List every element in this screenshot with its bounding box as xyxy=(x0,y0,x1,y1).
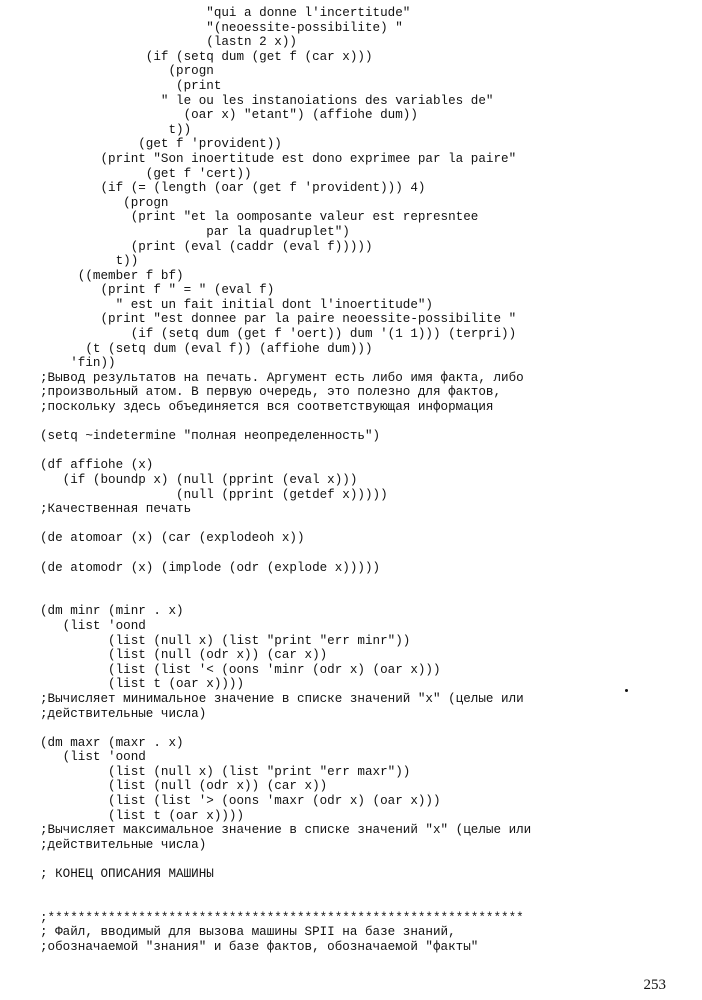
code-line: (if (= (length (oar (get f 'provident))) 4) xyxy=(40,181,426,196)
code-line: ;Качественная печать xyxy=(40,502,192,517)
code-line: (list (list '< (oons 'minr (odr x) (oar x))) xyxy=(40,662,441,677)
code-line: ;*************************************************************** xyxy=(40,910,524,925)
code-line: (print (eval (caddr (eval f))))) xyxy=(40,239,373,254)
code-line: (progn xyxy=(40,64,214,79)
code-line: (null (pprint (getdef x))))) xyxy=(40,487,388,502)
code-line: ; Файл, вводимый для вызова машины SPII на базе знаний, xyxy=(40,925,456,940)
code-line: (if (boundp x) (null (pprint (eval x))) xyxy=(40,473,358,487)
code-line: t)) xyxy=(40,122,192,137)
code-line: ;Вычисляет максимальное значение в списке значений "x" (целые или xyxy=(40,823,532,838)
code-line: (list (null x) (list "print "err maxr")) xyxy=(40,764,411,779)
code-line: (list 'oond xyxy=(40,750,146,765)
code-line: (progn xyxy=(40,195,169,210)
code-line: ;Вывод результатов на печать. Аргумент есть либо имя факта, либо xyxy=(40,370,524,385)
code-line: " est un fait initial dont l'inoertitude") xyxy=(40,297,433,312)
code-line xyxy=(40,575,690,590)
code-line: "(neoessite-possibilite) " xyxy=(40,20,403,35)
code-line: ;Вычисляет минимальное значение в списке значений "x" (целые или xyxy=(40,691,524,706)
code-line: ;действительные числа) xyxy=(40,837,207,852)
code-line: (if (setq dum (get f (car x))) xyxy=(40,49,373,64)
code-line: (print xyxy=(40,78,222,93)
code-line xyxy=(40,444,690,459)
code-line: (list (null x) (list "print "err minr")) xyxy=(40,633,411,648)
code-line: ; КОНЕЦ ОПИСАНИЯ МАШИНЫ xyxy=(40,867,214,882)
code-line xyxy=(40,896,690,911)
page-number: 253 xyxy=(643,977,666,993)
code-listing xyxy=(40,6,690,955)
code-line: "qui a donne l'incertitude" xyxy=(40,6,411,20)
code-line: (setq ~indetermine "полная неопределенность") xyxy=(40,429,381,444)
code-line: (if (setq dum (get f 'oert)) dum '(1 1))) (terpri)) xyxy=(40,327,517,342)
code-line: (t (setq dum (eval f)) (affiohe dum))) xyxy=(40,341,373,356)
code-line xyxy=(40,590,690,605)
code-line: (df affiohe (x) xyxy=(40,458,154,473)
code-line xyxy=(40,517,690,532)
code-line: (list (null (odr x)) (car x)) xyxy=(40,648,328,663)
code-line: (list t (oar x)))) xyxy=(40,808,245,823)
code-line: (list (list '> (oons 'maxr (odr x) (oar x))) xyxy=(40,794,441,809)
code-line xyxy=(40,415,690,430)
code-line: 'fin)) xyxy=(40,356,116,371)
code-line xyxy=(40,882,690,897)
code-line xyxy=(40,852,690,867)
code-line xyxy=(40,546,690,561)
code-line: (de atomodr (x) (implode (odr (explode x))))) xyxy=(40,560,381,575)
code-line: (dm maxr (maxr . x) xyxy=(40,735,184,750)
code-line: (print "Son inoertitude est dono exprimee par la paire" xyxy=(40,151,517,166)
code-line: (oar x) "etant") (affiohe dum)) xyxy=(40,108,418,123)
code-line: " le ou les instanoiations des variables de" xyxy=(40,93,494,108)
code-line: (print "et la oomposante valeur est represntee xyxy=(40,210,479,225)
code-line: (list (null (odr x)) (car x)) xyxy=(40,779,328,794)
code-line: (get f 'provident)) xyxy=(40,137,282,152)
code-line: (print "est donnee par la paire neoessite-possibilite " xyxy=(40,312,517,327)
code-line: (de atomoar (x) (car (explodeoh x)) xyxy=(40,531,305,546)
code-line: (list 'oond xyxy=(40,618,146,633)
code-line: ;обозначаемой "знания" и базе фактов, обозначаемой "факты" xyxy=(40,940,479,954)
code-line: (list t (oar x)))) xyxy=(40,677,245,692)
code-line: ((member f bf) xyxy=(40,268,184,283)
code-line xyxy=(40,721,690,736)
code-line: ;произвольный атом. В первую очередь, это полезно для фактов, xyxy=(40,385,502,400)
code-line: ;поскольку здесь объединяется вся соответствующая информация xyxy=(40,400,494,415)
code-line: (dm minr (minr . x) xyxy=(40,604,184,619)
code-line: ;действительные числа) xyxy=(40,706,207,721)
code-line: (print f " = " (eval f) xyxy=(40,283,275,298)
stray-dot-mark xyxy=(625,689,628,692)
code-line: (lastn 2 x)) xyxy=(40,35,297,50)
code-line: t)) xyxy=(40,254,139,269)
code-line: (get f 'cert)) xyxy=(40,166,252,181)
code-line: par la quadruplet") xyxy=(40,224,350,239)
